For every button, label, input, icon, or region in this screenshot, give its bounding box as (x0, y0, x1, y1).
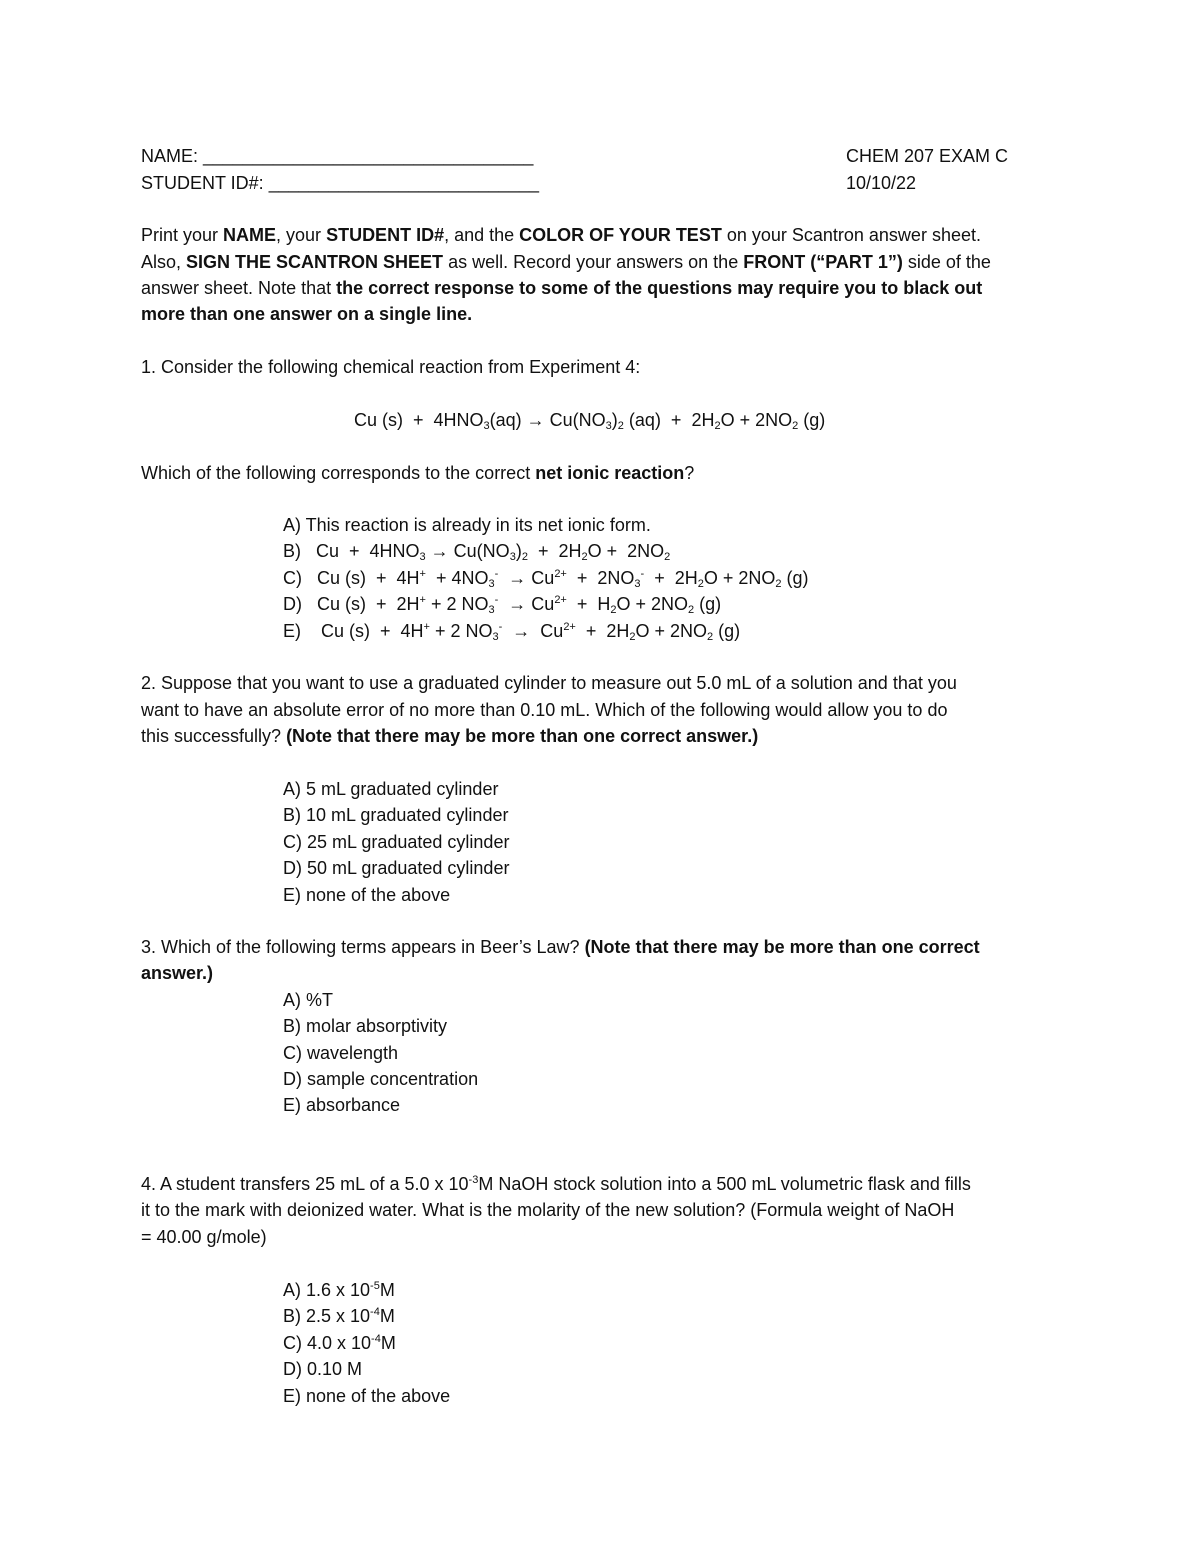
question-3-option-c: C) wavelength (283, 1043, 399, 1063)
question-4-option-b: B) 2.5 x $10^{-4}M$ (283, 1306, 395, 1326)
question-2-option-c: C) 25 mL graduated cylinder (283, 832, 510, 852)
question-3-line-2: answer.) (141, 963, 214, 983)
question-4-option-a: A) 1.6 x $10^{-5}M$ (283, 1280, 395, 1300)
question-4-line-3: = 40.00 g/mole) (141, 1227, 267, 1247)
question-1-equation: Cu $(s) + 4HNO_3(aq) \to Cu(NO_3)_2$ $(aq) + 2H_2O + 2NO_2$ (g) (354, 410, 826, 432)
question-2-option-d: D) 50 mL graduated cylinder (283, 858, 510, 878)
question-1-option-d: D) Cu (s) + 2H+ + 2 $NO_3^- \to Cu^{2+} + H_2O + 2NO_2$ (g) (283, 594, 722, 616)
question-3-option-e: E) absorbance (283, 1095, 401, 1115)
instructions-line-2: Also, SIGN THE SCANTRON SHEET as well. Record your answers on the FRONT (“PART 1”) side of the (141, 252, 991, 272)
question-4-option-d: D) 0.10 M (283, 1359, 363, 1379)
question-4-option-c: C) 4.0 x $10^{-4}M$ (283, 1333, 396, 1353)
name-field-label: NAME: _________________________________ (141, 146, 534, 166)
course-exam-title: CHEM 207 EXAM C (846, 146, 1009, 166)
question-2-option-e: E) none of the above (283, 885, 451, 905)
question-4-option-e: E) none of the above (283, 1386, 451, 1406)
instructions-line-3: answer sheet. Note that the correct response to some of the questions may require you to black out (141, 278, 983, 298)
question-2-line-1: 2. Suppose that you want to use a graduated cylinder to measure out 5.0 mL of a solution and that you (141, 673, 957, 693)
question-4-line-1: 4. A student transfers 25 mL of a 5.0 x $10^{-3}M$ NaOH stock solution into a 500 mL volumetric flask and fills (141, 1174, 971, 1194)
question-3-option-a: A) %T (283, 990, 334, 1010)
question-1-option-a: A) This reaction is already in its net ionic form. (283, 515, 651, 535)
question-2-option-a: A) 5 mL graduated cylinder (283, 779, 499, 799)
question-2-line-3: this successfully? (Note that there may be more than one correct answer.) (141, 726, 759, 746)
question-2-line-2: want to have an absolute error of no more than 0.10 mL. Which of the following would allow you to do (141, 700, 948, 720)
instructions-line-1: Print your NAME, your STUDENT ID#, and the COLOR OF YOUR TEST on your Scantron answer sheet. (141, 225, 981, 245)
student-id-field-label: STUDENT ID#: ___________________________ (141, 173, 539, 193)
question-1-stem: 1. Consider the following chemical reaction from Experiment 4: (141, 357, 641, 377)
exam-date: 10/10/22 (846, 173, 917, 193)
instructions-line-4: more than one answer on a single line. (141, 304, 473, 324)
question-1-option-e: E) Cu (s) + 4H+ + 2 $NO_3^- \to Cu^{2+} + 2H_2O + 2NO_2$ (g) (283, 621, 741, 643)
question-3-line-1: 3. Which of the following terms appears in Beer’s Law? (Note that there may be more than one correct (141, 937, 980, 957)
question-2-option-b: B) 10 mL graduated cylinder (283, 805, 509, 825)
question-3-option-d: D) sample concentration (283, 1069, 479, 1089)
question-1-option-c: C) Cu $(s) + 4H^+ + 4NO_3^- \to Cu^{2+} + 2NO_3^- + 2H_2O + 2NO_2$ (g) (283, 568, 809, 590)
question-4-line-2: it to the mark with deionized water. What is the molarity of the new solution? (Formula weight of NaOH (141, 1200, 955, 1220)
question-1-prompt: Which of the following corresponds to the correct net ionic reaction? (141, 463, 695, 483)
question-3-option-b: B) molar absorptivity (283, 1016, 448, 1036)
question-1-option-b: B) $Cu + 4HNO_3 \to Cu(NO_3)_2 + 2H_2O + 2NO_2$ (283, 541, 671, 563)
